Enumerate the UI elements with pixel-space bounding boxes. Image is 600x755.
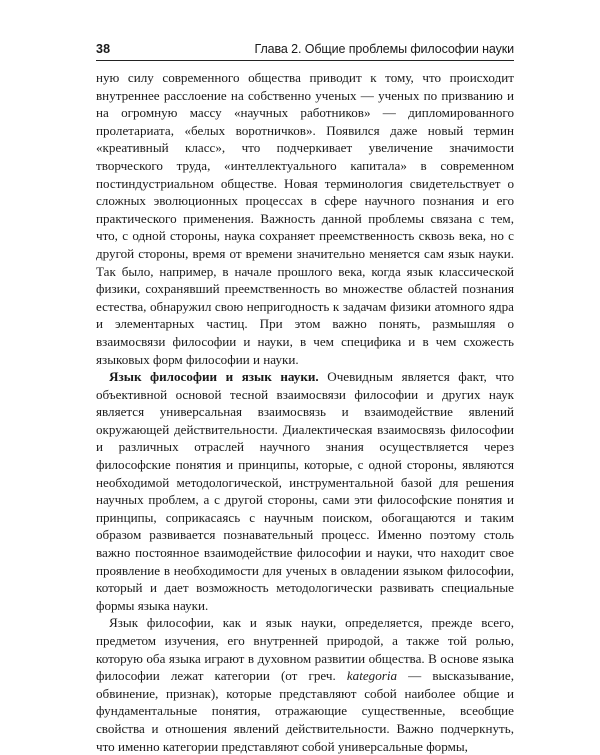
paragraph-text: ную силу современного общества приводит к тому, что происходит внутреннее расслоение на собственно ученых — ученых по призванию и на огромную массу «научных работников» — дипломированного пролетариата, «белых воротничков». Появился даже новый термин «креативный класс», что подчеркивает увеличение значимости творческого труда, «интеллектуального капитала» в современном постиндустриальном обществе. Новая терминология свидетельствует о сложных эволюционных процессах в сфере научного познания и его практического применения. Важность данной проблемы связана с тем, что, с одной стороны, наука сохраняет преемственность сквозь века, но с другой стороны, время от времени значительно меняется сам язык науки. Так было, например, в начале прошлого века, когда язык классической физики, сохранявший преемственность во множестве областей познания естества, обнаружил свою непригодность к задачам физики атомного ядра и элементарных частиц. При этом важно понять, размышляя о взаимосвязи философии и науки, в чем специфика и в чем схожесть языковых форм философии и науки. (96, 70, 514, 367)
paragraph-continued (96, 69, 514, 368)
page-number: 38 (96, 42, 111, 56)
book-page (96, 42, 514, 755)
paragraph-text-before: Язык философии, как и язык науки, определяется, прежде всего, предметом изучения, его внутренней природой, а также той ролью, которую оба языка играют в духовном развитии общества. В основе языка философии лежат категории (от греч. (96, 615, 514, 684)
running-head (96, 42, 514, 61)
paragraph-text-after: — высказывание, обвинение, признак), которые представляют собой наиболее общие и фундаментальные понятия, отражающие существенные, всеобщие свойства и отношения явлений действительности. Важно подчеркнуть, что именно категории представляют собой универсальные формы, (96, 668, 514, 754)
paragraph-language-section (96, 368, 514, 614)
chapter-title: Глава 2. Общие проблемы философии науки (254, 42, 514, 56)
paragraph-text: Очевидным является факт, что объективной основой тесной взаимосвязи философии и других наук является универсальная взаимосвязь и взаимодействие явлений окружающей действительности. Диалектическая взаимосвязь философии и различных отраслей научного знания осуществляется через философские понятия и принципы, которые, с одной стороны, являются необходимой методологической, инструментальной базой для решения научных проблем, а с другой стороны, сами эти философские понятия и принципы, соприкасаясь с научным поиском, обогащаются и таким образом развивается познавательный процесс. Именно поэтому столь важно постоянное взаимодействие философии и науки, что находит свое проявление в необходимости для ученых в овладении языком философии, который и дает возможность методологически развивать специальные формы языка науки. (96, 369, 515, 613)
section-run-in-heading: Язык философии и язык науки. (109, 369, 319, 385)
paragraph-categories (96, 614, 514, 755)
body-text (96, 69, 514, 755)
greek-term: kategoria (346, 668, 398, 684)
